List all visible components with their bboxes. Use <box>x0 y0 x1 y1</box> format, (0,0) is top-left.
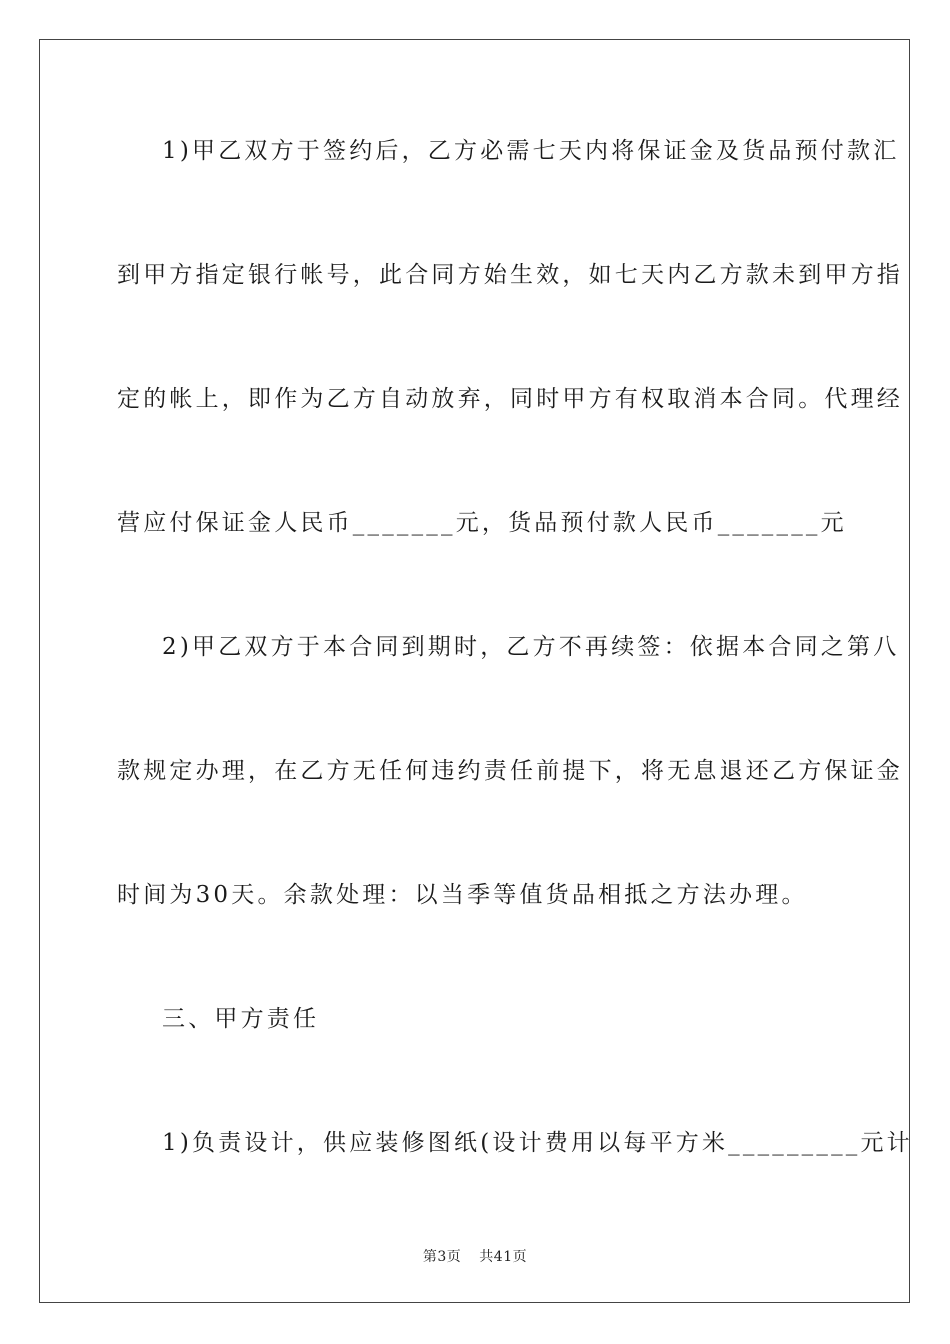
page-number: 第3页 <box>422 1249 462 1265</box>
paragraph-line-1: 1)甲乙双方于签约后，乙方必需七天内将保证金及货品预付款汇 <box>162 138 900 164</box>
paragraph-line-2: 到甲方指定银行帐号，此合同方始生效，如七天内乙方款未到甲方指 <box>117 262 903 288</box>
paragraph-line-6: 款规定办理，在乙方无任何违约责任前提下，将无息退还乙方保证金 <box>117 758 903 784</box>
section-heading: 三、甲方责任 <box>162 1006 320 1032</box>
page-border <box>39 39 910 1303</box>
page-footer <box>0 1246 950 1266</box>
page-total: 共41页 <box>479 1249 528 1265</box>
paragraph-line-3: 定的帐上，即作为乙方自动放弃，同时甲方有权取消本合同。代理经 <box>117 386 903 412</box>
paragraph-line-9: 1)负责设计，供应装修图纸(设计费用以每平方米_________元计 <box>162 1130 913 1156</box>
paragraph-line-4: 营应付保证金人民币_______元，货品预付款人民币_______元 <box>117 510 847 536</box>
paragraph-line-5: 2)甲乙双方于本合同到期时，乙方不再续签：依据本合同之第八 <box>162 634 900 660</box>
paragraph-line-7: 时间为30天。余款处理：以当季等值货品相抵之方法办理。 <box>117 882 808 908</box>
